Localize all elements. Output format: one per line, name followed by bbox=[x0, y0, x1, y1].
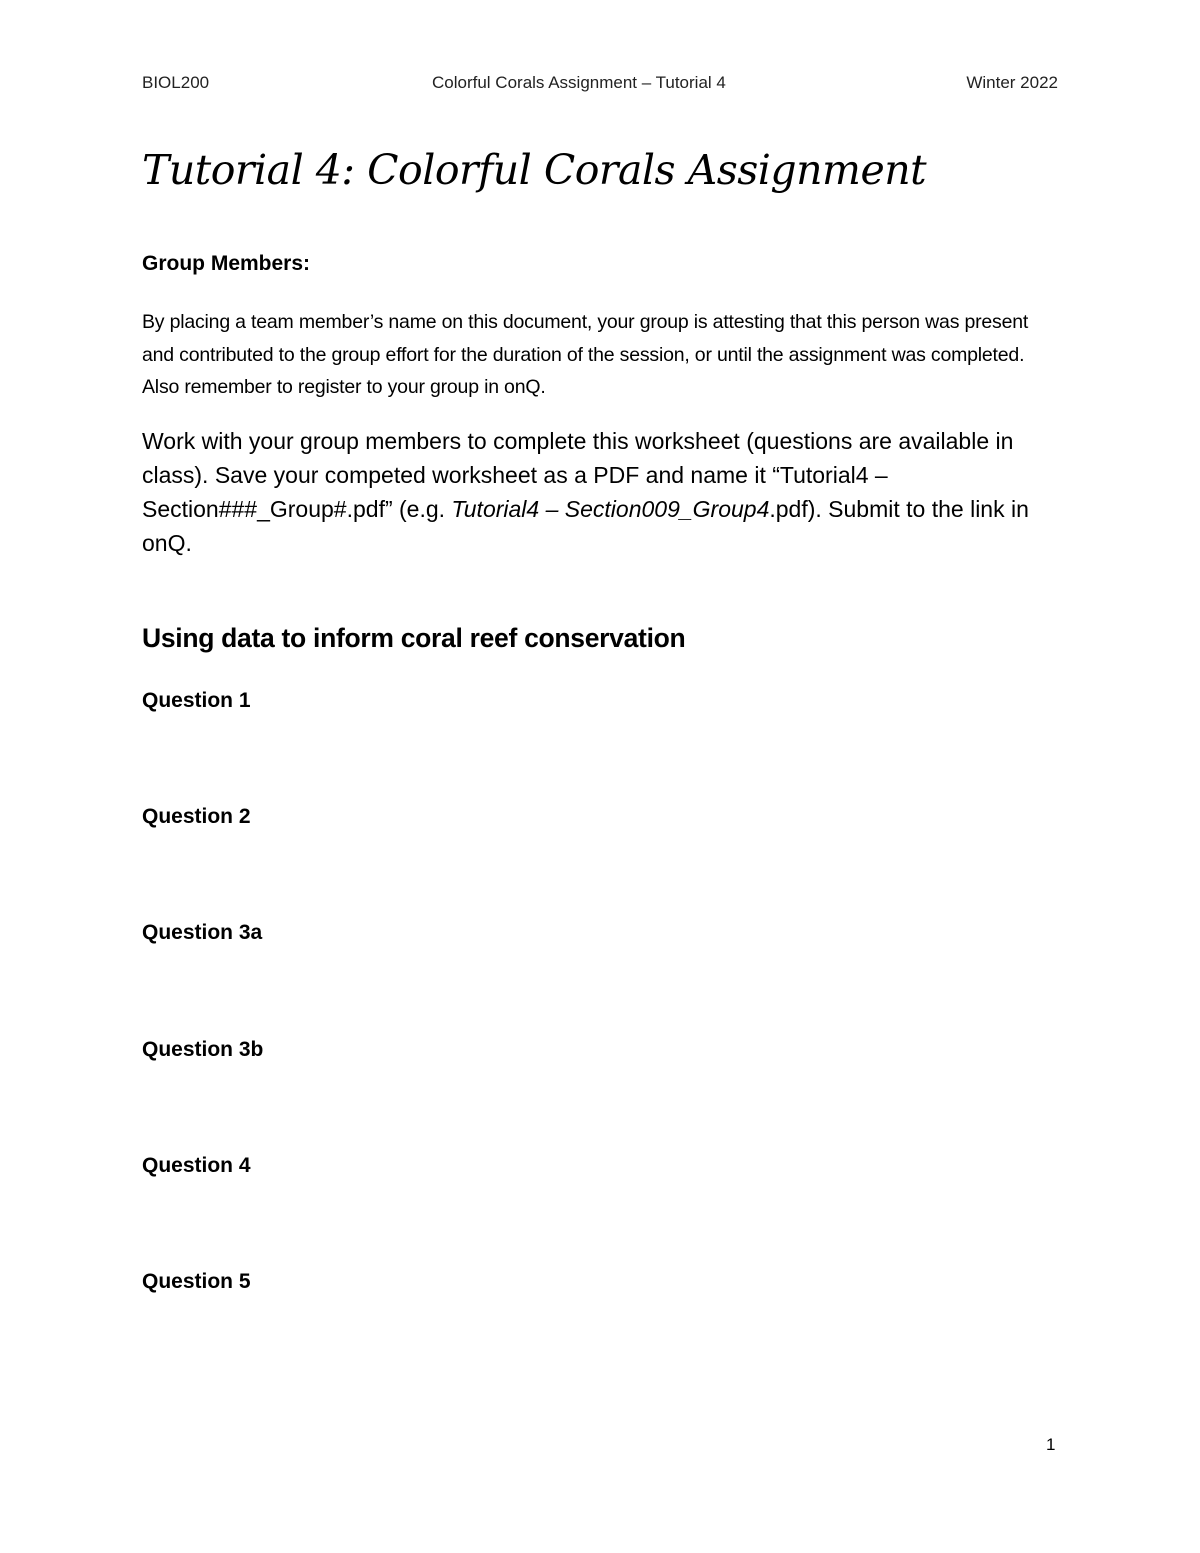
instructions-paragraph bbox=[142, 424, 1058, 560]
section-heading: Using data to inform coral reef conservation bbox=[142, 623, 686, 653]
instructions-text-part1: Work with your group members to complete this worksheet (questions are available in class). Save your competed worksheet as a PDF and name it “Tutorial4 – Section###_Group#.pdf” (e.g. bbox=[142, 428, 1014, 522]
page-header bbox=[142, 73, 1058, 97]
question-label: Question 1 bbox=[142, 689, 251, 712]
page-number: 1 bbox=[1046, 1435, 1056, 1454]
instructions-text-part2: .pdf). Submit to the link in onQ. bbox=[142, 496, 1029, 556]
question-list bbox=[142, 689, 263, 1386]
question-label: Question 3a bbox=[142, 921, 263, 945]
attestation-paragraph: By placing a team member’s name on this document, your group is attesting that this person was present and contributed to the group effort for the duration of the session, or until the assignment was completed. Also remember to register to your group in onQ. bbox=[142, 311, 1029, 398]
question-label: Question 2 bbox=[142, 805, 251, 829]
header-course: BIOL200 bbox=[142, 73, 210, 92]
question-label: Question 3b bbox=[142, 1037, 264, 1061]
header-term: Winter 2022 bbox=[966, 73, 1058, 92]
question-label: Question 5 bbox=[142, 1269, 251, 1293]
question-label: Question 4 bbox=[142, 1153, 251, 1177]
header-running-title: Colorful Corals Assignment – Tutorial 4 bbox=[432, 73, 726, 92]
group-members-label: Group Members: bbox=[142, 252, 311, 275]
instructions-example-filename: Tutorial4 – Section009_Group4 bbox=[451, 496, 770, 522]
document-title: Tutorial 4: Colorful Corals Assignment bbox=[142, 146, 927, 194]
